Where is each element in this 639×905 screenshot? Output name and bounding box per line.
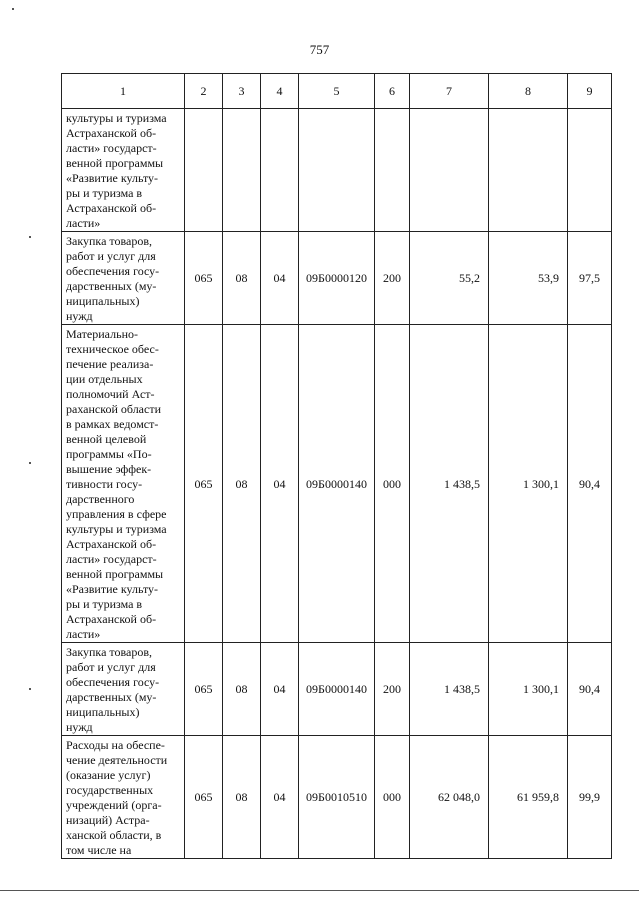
cell-percent	[568, 109, 612, 232]
cell-executed: 61 959,8	[489, 736, 568, 859]
cell-percent: 90,4	[568, 643, 612, 736]
header-cell: 7	[410, 74, 489, 109]
cell-expense-type: 000	[375, 736, 410, 859]
cell-planned: 62 048,0	[410, 736, 489, 859]
cell-expense-type	[375, 109, 410, 232]
header-row	[62, 74, 612, 109]
cell-percent: 99,9	[568, 736, 612, 859]
cell-subsection: 04	[261, 643, 299, 736]
cell-ministry: 065	[185, 736, 223, 859]
cell-section: 08	[223, 736, 261, 859]
table-row	[62, 736, 612, 859]
cell-executed: 1 300,1	[489, 325, 568, 643]
cell-subsection	[261, 109, 299, 232]
cell-executed	[489, 109, 568, 232]
page-bottom-rule	[0, 890, 639, 891]
table-row	[62, 232, 612, 325]
row-description: Закупка товаров, работ и услуг для обеспечения госу- дарственных (му- ниципальных) нужд	[62, 232, 185, 325]
cell-percent: 90,4	[568, 325, 612, 643]
cell-ministry	[185, 109, 223, 232]
cell-planned: 55,2	[410, 232, 489, 325]
header-cell: 6	[375, 74, 410, 109]
cell-ministry: 065	[185, 232, 223, 325]
cell-expense-type: 200	[375, 232, 410, 325]
cell-target-article: 09Б0000120	[299, 232, 375, 325]
cell-executed: 53,9	[489, 232, 568, 325]
scan-speck	[12, 8, 14, 10]
row-description: культуры и туризма Астраханской об- ласти» государст- венной программы «Развитие культу- ры и туризма в Астраханской об- ласти»	[62, 109, 185, 232]
cell-subsection: 04	[261, 325, 299, 643]
cell-expense-type: 200	[375, 643, 410, 736]
cell-planned: 1 438,5	[410, 643, 489, 736]
cell-target-article: 09Б0000140	[299, 325, 375, 643]
table-row	[62, 325, 612, 643]
cell-target-article: 09Б0010510	[299, 736, 375, 859]
table-row	[62, 643, 612, 736]
cell-section	[223, 109, 261, 232]
cell-section: 08	[223, 232, 261, 325]
cell-planned: 1 438,5	[410, 325, 489, 643]
row-description: Закупка товаров, работ и услуг для обеспечения госу- дарственных (му- ниципальных) нужд	[62, 643, 185, 736]
header-cell: 9	[568, 74, 612, 109]
cell-subsection: 04	[261, 736, 299, 859]
header-cell: 4	[261, 74, 299, 109]
header-cell: 8	[489, 74, 568, 109]
header-cell: 5	[299, 74, 375, 109]
budget-table	[61, 73, 612, 859]
header-cell: 2	[185, 74, 223, 109]
cell-percent: 97,5	[568, 232, 612, 325]
cell-planned	[410, 109, 489, 232]
cell-executed: 1 300,1	[489, 643, 568, 736]
scan-speck	[29, 688, 31, 690]
cell-target-article: 09Б0000140	[299, 643, 375, 736]
page-number: 757	[309, 42, 330, 57]
header-cell: 1	[62, 74, 185, 109]
cell-target-article	[299, 109, 375, 232]
cell-ministry: 065	[185, 325, 223, 643]
cell-expense-type: 000	[375, 325, 410, 643]
table-row	[62, 109, 612, 232]
cell-section: 08	[223, 643, 261, 736]
scan-speck	[29, 462, 31, 464]
cell-ministry: 065	[185, 643, 223, 736]
header-cell: 3	[223, 74, 261, 109]
scan-speck	[29, 236, 31, 238]
cell-subsection: 04	[261, 232, 299, 325]
cell-section: 08	[223, 325, 261, 643]
row-description: Расходы на обеспе- чение деятельности (оказание услуг) государственных учреждений (орга- низаций) Астра- ханской области, в том числе на	[62, 736, 185, 859]
row-description: Материально- техническое обес- печение реализа- ции отдельных полномочий Аст- раханской области в рамках ведомст- венной целевой программы «По- вышение эффек- тивности госу- дарственного управления в сфере культуры и туризма Астраханской об- ласти» государст- венной программы «Развитие культу- ры и туризма в Астраханской об- ласти»	[62, 325, 185, 643]
